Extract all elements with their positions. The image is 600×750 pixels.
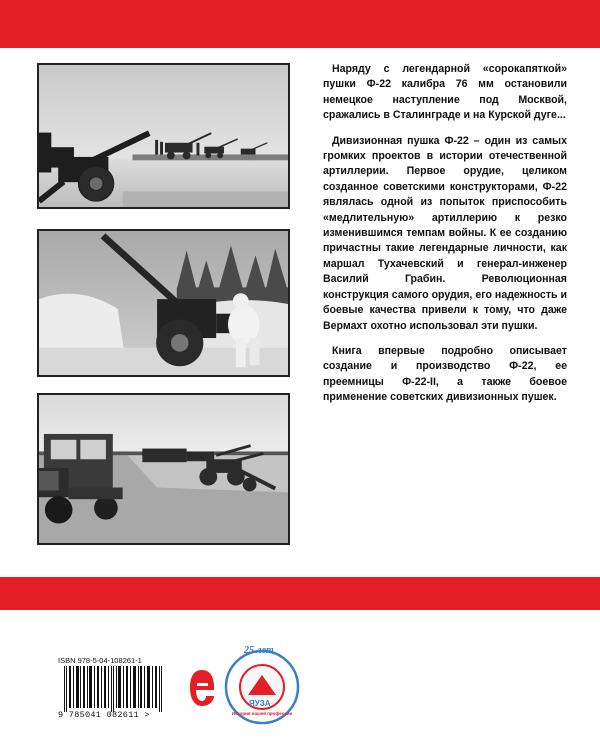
barcode-digits: 9 785041 082611 >	[58, 710, 150, 720]
top-red-band	[0, 0, 600, 48]
yauza-name-text: ЯУЗА	[249, 699, 271, 708]
isbn-label: ISBN 978-5-04-108261-1	[58, 656, 142, 665]
photo-artillery-battery	[37, 63, 290, 209]
eksmo-logo	[188, 668, 216, 708]
description-paragraph: Наряду с легендарной «сорокапяткой» пушки Ф-22 калибра 76 мм остановили немецкое наступление под Москвой, сражались в Сталинграде и на Курской дуге...	[323, 63, 567, 122]
yauza-ring-text: История нашей профессии	[231, 711, 293, 716]
bottom-red-band	[0, 577, 600, 610]
barcode	[58, 666, 174, 721]
photo-truck-towed-guns	[37, 393, 290, 545]
description-paragraph: Книга впервые подробно описывает создание и производство Ф-22, ее преемницы Ф-22-II, а также боевое применение советских дивизионных пушек.	[323, 344, 567, 404]
yauza-anniversary-text: 25 лет	[244, 645, 274, 656]
yauza-25-years-logo	[222, 645, 302, 727]
photo-gun-crew-snow	[37, 229, 290, 377]
description-paragraph: Дивизионная пушка Ф-22 – один из самых громких проектов в истории отечественной артиллерии. Первое орудие, целиком созданное советскими конструкторами, Ф-22 являлась одной из попыток приспособить «медлительную» артиллерию к резко изменившимся темпам войны. К ее созданию причастны такие легендарные личности, как маршал Тухачевский и генерал-инженер Василий Грабин. Революционная конструкция самого орудия, его надежность и боевые качества привели к тому, что даже Вермахт охотно использовал эти пушки.	[323, 134, 567, 332]
back-cover-description	[323, 62, 567, 416]
